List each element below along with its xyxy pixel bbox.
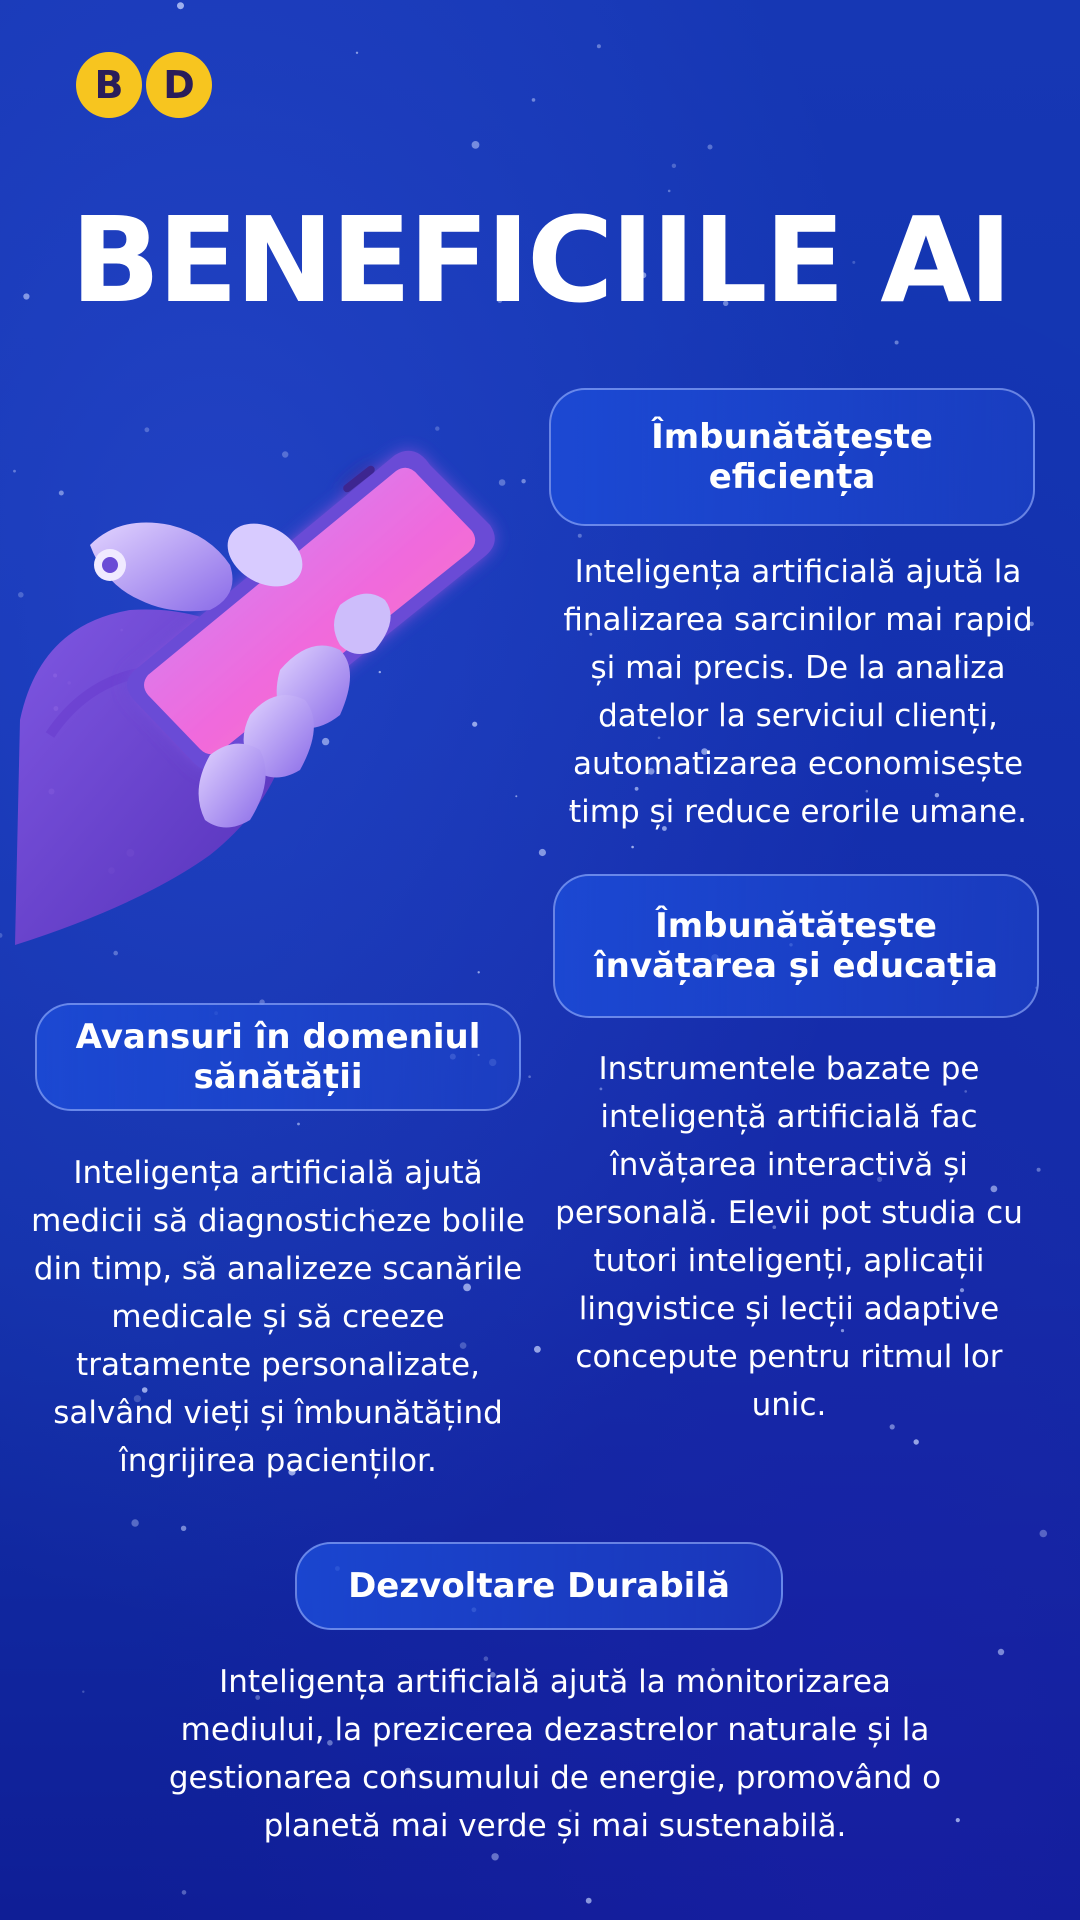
- sparkle-dot: [539, 849, 546, 856]
- sparkle-dot: [895, 341, 899, 345]
- sparkle-dot: [145, 427, 150, 432]
- sparkle-dot: [532, 98, 536, 102]
- sparkle-dot: [708, 145, 713, 150]
- sparkle-dot: [998, 1649, 1004, 1655]
- sparkle-dot: [578, 534, 582, 538]
- sparkle-dot: [472, 141, 480, 149]
- sparkle-dot: [478, 971, 480, 973]
- sparkle-dot: [181, 1526, 186, 1531]
- sparkle-dot: [631, 846, 634, 849]
- page-title: BENEFICIILE AI: [70, 191, 1010, 329]
- bd-logo: [76, 52, 216, 118]
- text-health: Inteligența artificială ajută medicii să diagnosticheze bolile din timp, să analizeze scanările medicale și să creeze tratamente personalizate, salvând vieți și îmbunătățind îngrijirea pacienților.: [31, 1155, 525, 1479]
- logo-letter-d: D: [146, 52, 212, 118]
- text-sustainability: Inteligența artificială ajută la monitorizarea mediului, la prezicerea dezastrelor naturale și la gestionarea consumului de energie, promovând o planetă mai verde și mai sustenabilă.: [168, 1664, 942, 1844]
- logo-letter-b: B: [76, 52, 142, 118]
- text-efficiency: Inteligența artificială ajută la finalizarea sarcinilor mai rapid și mai precis. De la analiza datelor la serviciul clienți, automatizarea economisește timp și reduce erorile umane.: [563, 554, 1033, 830]
- heading-education: Îmbunătățește învățarea și educația: [553, 874, 1039, 1018]
- sparkle-dot: [491, 1853, 498, 1860]
- sparkle-dot: [672, 164, 676, 168]
- sparkle-dot: [528, 1075, 531, 1078]
- robot-hand-phone-illustration: [10, 435, 530, 955]
- sparkle-dot: [297, 1123, 300, 1126]
- sparkle-dot: [435, 426, 439, 430]
- heading-efficiency: Îmbunătățește eficiența: [549, 388, 1035, 526]
- heading-sustainability: Dezvoltare Durabilă: [295, 1542, 783, 1630]
- sparkle-dot: [1040, 1530, 1048, 1538]
- sparkle-dot: [914, 1439, 919, 1444]
- text-education: Instrumentele bazate pe inteligență artificială fac învățarea interactivă și personală. Elevii pot studia cu tutori inteligenți, aplicații lingvistice și lecții adaptive concepute pentru ritmul lor unic.: [555, 1051, 1023, 1423]
- sparkle-dot: [356, 52, 358, 54]
- sparkle-dot: [82, 1691, 84, 1693]
- sparkle-dot: [1037, 1168, 1041, 1172]
- sparkle-dot: [182, 1890, 187, 1895]
- sparkle-dot: [586, 1898, 592, 1904]
- sparkle-dot: [131, 1519, 138, 1526]
- sparkle-dot: [0, 933, 3, 938]
- heading-health: Avansuri în domeniul sănătății: [35, 1003, 521, 1111]
- sparkle-dot: [177, 2, 184, 9]
- sparkle-dot: [597, 44, 601, 48]
